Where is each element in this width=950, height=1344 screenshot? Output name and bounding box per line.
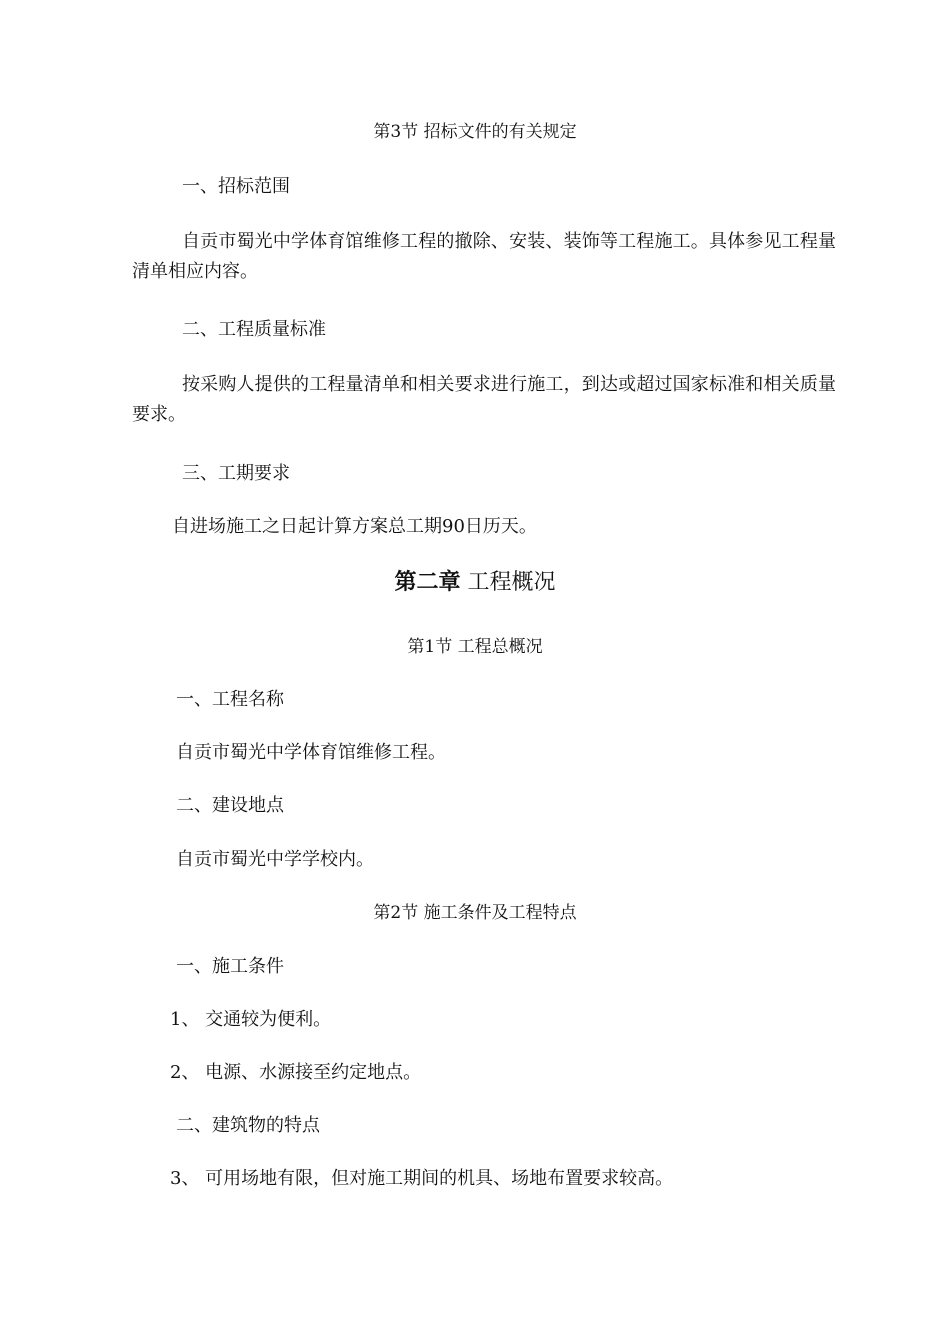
list-item: 3、 可用场地有限，但对施工期间的机具、场地布置要求较高。 <box>170 1168 674 1189</box>
section-1-title: 第1节 工程总概况 <box>407 637 543 657</box>
section-3-title: 第3节 招标文件的有关规定 <box>373 122 577 142</box>
scope-paragraph: 自贡市蜀光中学体育馆维修工程的撤除、安装、装饰等工程施工。具体参见工程量清单相应内容。 <box>132 231 836 282</box>
features-heading: 二、建筑物的特点 <box>176 1115 320 1136</box>
location-text: 自贡市蜀光中学学校内。 <box>176 849 374 870</box>
section-2-title: 第2节 施工条件及工程特点 <box>373 903 577 923</box>
quality-paragraph: 按采购人提供的工程量清单和相关要求进行施工，到达或超过国家标准和相关质量要求。 <box>132 374 836 425</box>
project-name-heading: 一、工程名称 <box>176 689 284 710</box>
period-paragraph: 自进场施工之日起计算方案总工期90日历天。 <box>172 516 537 537</box>
project-name-text: 自贡市蜀光中学体育馆维修工程。 <box>176 742 446 763</box>
chapter-2-title <box>0 569 950 597</box>
location-heading: 二、建设地点 <box>176 795 284 816</box>
scope-heading: 一、招标范围 <box>182 176 290 197</box>
list-item: 2、 电源、水源接至约定地点。 <box>170 1062 422 1083</box>
quality-heading: 二、工程质量标准 <box>182 319 326 340</box>
chapter-2-name: 工程概况 <box>460 570 556 595</box>
conditions-heading: 一、施工条件 <box>176 956 284 977</box>
list-item: 1、 交通较为便利。 <box>170 1009 332 1030</box>
chapter-2-number: 第二章 <box>394 570 461 595</box>
period-heading: 三、工期要求 <box>182 463 290 484</box>
